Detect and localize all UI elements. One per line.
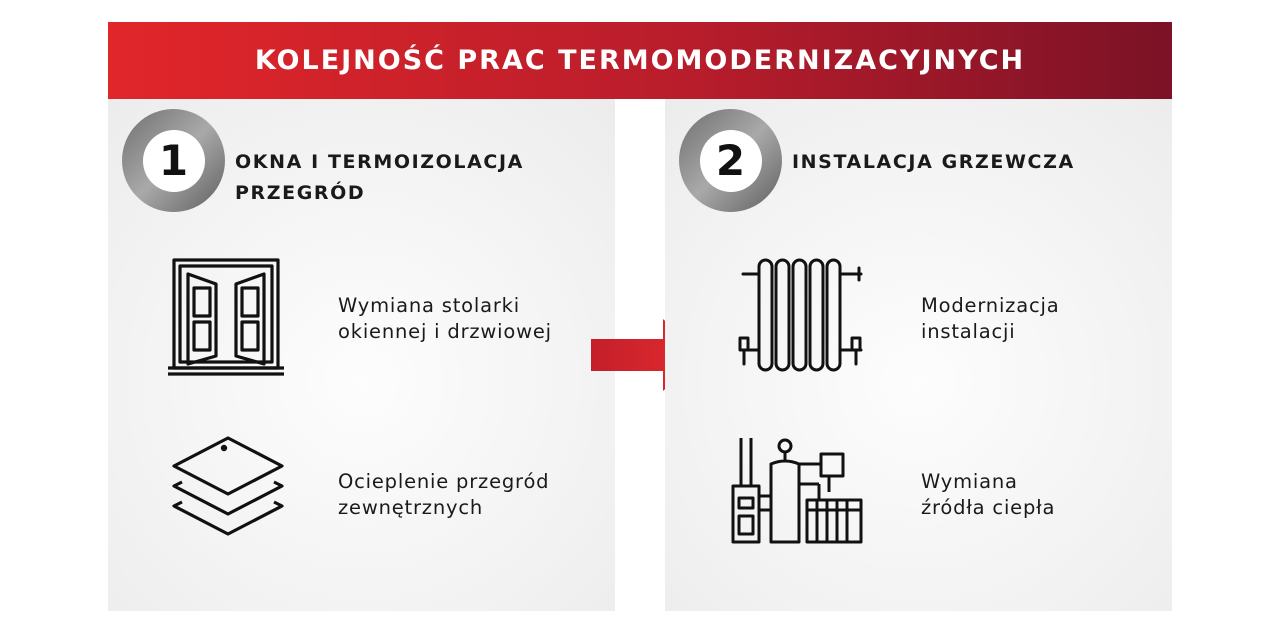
step-2-item-2-label: Wymiana źródła ciepła bbox=[921, 470, 1056, 519]
step-2-number: 2 bbox=[700, 130, 762, 192]
step-2-badge bbox=[679, 109, 782, 212]
step-1-item-2-label: Ocieplenie przegród zewnętrznych bbox=[338, 470, 550, 519]
step-1-title: OKNA I TERMOIZOLACJA PRZEGRÓD bbox=[235, 151, 524, 204]
boiler-icon bbox=[729, 434, 869, 546]
step-1-panel bbox=[108, 99, 615, 611]
diagram-title: KOLEJNOŚĆ PRAC TERMOMODERNIZACYJNYCH bbox=[254, 45, 1026, 76]
layers-icon bbox=[168, 434, 288, 549]
step-1-number: 1 bbox=[143, 130, 205, 192]
step-1-badge bbox=[122, 109, 225, 212]
step-2-item-1-label: Modernizacja instalacji bbox=[921, 294, 1060, 343]
window-icon bbox=[166, 256, 286, 376]
header-banner bbox=[108, 22, 1172, 99]
step-1-item-1-label: Wymiana stolarki okiennej i drzwiowej bbox=[338, 294, 552, 343]
step-2-title: INSTALACJA GRZEWCZA bbox=[792, 151, 1075, 173]
step-2-panel bbox=[665, 99, 1172, 611]
radiator-icon bbox=[737, 254, 867, 382]
